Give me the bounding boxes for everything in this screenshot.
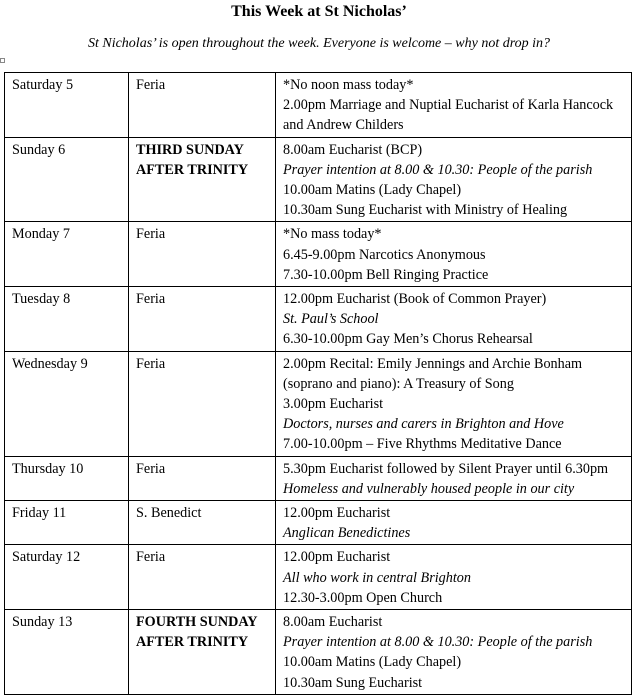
events-cell [276, 73, 632, 138]
event-item: 12.00pm Eucharist (Book of Common Prayer) [283, 291, 547, 308]
table-row [5, 501, 632, 545]
event-item: 10.30am Sung Eucharist with Ministry of Healing [283, 202, 568, 219]
table-row [5, 137, 632, 222]
event-item: *No noon mass today* [283, 77, 414, 93]
events-cell [276, 222, 632, 287]
day-cell: Sunday 13 [5, 610, 129, 695]
event-item: 2.00pm Marriage and Nuptial Eucharist of Karla Hancock and Andrew Childers [283, 97, 614, 134]
event-item: 10.30am Sung Eucharist [283, 674, 423, 691]
day-cell: Friday 11 [5, 501, 129, 545]
event-item: 5.30pm Eucharist followed by Silent Prayer until 6.30pm [283, 460, 609, 477]
event-item: 7.30-10.00pm Bell Ringing Practice [283, 266, 489, 283]
event-item: 6.45-9.00pm Narcotics Anonymous [283, 246, 486, 263]
event-item: 7.00-10.00pm – Five Rhythms Meditative Dance [283, 436, 562, 453]
prayer-intention: Prayer intention at 8.00 & 10.30: People of the parish [283, 634, 593, 651]
table-row [5, 610, 632, 695]
day-cell: Monday 7 [5, 222, 129, 287]
day-cell: Tuesday 8 [5, 287, 129, 352]
observance-cell: Feria [129, 456, 276, 500]
table-row [5, 222, 632, 287]
observance-cell: Feria [129, 222, 276, 287]
events-cell [276, 610, 632, 695]
events-cell [276, 501, 632, 545]
schedule-body [5, 73, 632, 695]
event-item: *No mass today* [283, 226, 382, 243]
observance-cell: Feria [129, 73, 276, 138]
table-anchor-icon[interactable] [0, 58, 5, 63]
events-cell [276, 456, 632, 500]
schedule-table [4, 72, 632, 695]
event-item: 8.00am Eucharist (BCP) [283, 141, 423, 158]
event-item: 6.30-10.00pm Gay Men’s Chorus Rehearsal [283, 331, 533, 348]
day-cell: Thursday 10 [5, 456, 129, 500]
prayer-intention: St. Paul’s School [283, 311, 379, 328]
event-item: 10.00am Matins (Lady Chapel) [283, 654, 462, 671]
day-cell: Sunday 6 [5, 137, 129, 222]
prayer-intention: Doctors, nurses and carers in Brighton and Hove [283, 416, 564, 433]
prayer-intention: Anglican Benedictines [283, 525, 411, 542]
event-item: 3.00pm Eucharist [283, 396, 384, 413]
prayer-intention: All who work in central Brighton [283, 569, 471, 586]
events-cell [276, 287, 632, 352]
prayer-intention: Prayer intention at 8.00 & 10.30: People of the parish [283, 161, 593, 178]
event-item: 2.00pm Recital: Emily Jennings and Archie Bonham (soprano and piano): A Treasury of Song [283, 355, 583, 392]
observance-cell: Feria [129, 287, 276, 352]
observance-cell: S. Benedict [129, 501, 276, 545]
observance-cell: THIRD SUNDAY AFTER TRINITY [129, 137, 276, 222]
event-item: 12.00pm Eucharist [283, 505, 391, 522]
day-cell: Saturday 5 [5, 73, 129, 138]
observance-cell: Feria [129, 351, 276, 456]
table-row [5, 545, 632, 610]
observance-cell: FOURTH SUNDAY AFTER TRINITY [129, 610, 276, 695]
events-cell [276, 351, 632, 456]
page-title: This Week at St Nicholas’ [231, 3, 407, 20]
page-subtitle: St Nicholas’ is open throughout the week. Everyone is welcome – why not drop in? [87, 36, 551, 51]
event-item: 8.00am Eucharist [283, 614, 383, 631]
events-cell [276, 137, 632, 222]
event-item: 12.00pm Eucharist [283, 549, 391, 566]
table-row [5, 456, 632, 500]
day-cell: Wednesday 9 [5, 351, 129, 456]
prayer-intention: Homeless and vulnerably housed people in our city [283, 480, 575, 497]
day-cell: Saturday 12 [5, 545, 129, 610]
observance-cell: Feria [129, 545, 276, 610]
table-row [5, 73, 632, 138]
table-row [5, 287, 632, 352]
table-row [5, 351, 632, 456]
event-item: 12.30-3.00pm Open Church [283, 589, 443, 606]
events-cell [276, 545, 632, 610]
event-item: 10.00am Matins (Lady Chapel) [283, 182, 462, 199]
